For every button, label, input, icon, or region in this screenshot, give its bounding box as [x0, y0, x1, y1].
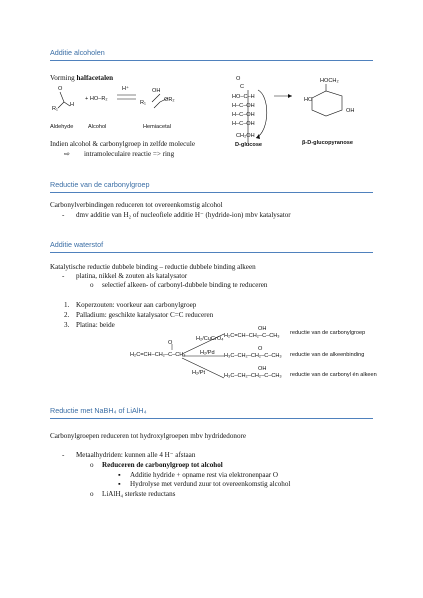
square-bullet: ▪: [118, 480, 121, 488]
arrow-bullet-icon: ⇨: [64, 150, 70, 158]
r1-label: R₁: [52, 106, 58, 112]
circle-bullet: o: [90, 461, 94, 469]
product2-o: O: [258, 346, 263, 352]
product1-oh: OH: [258, 326, 267, 332]
circle-bullet: o: [90, 281, 94, 289]
nabh4-subsub2: Hydrolyse met verdund zuur tot overeenkomstig alcohol: [130, 480, 291, 488]
waterstof-bullet1: platina, nikkel & zouten als katalysator: [76, 272, 188, 280]
d-glucose-label: D-glucose: [235, 142, 263, 148]
pyranose-ch2oh: HOCH₂: [320, 78, 339, 84]
section-rule: [50, 60, 373, 61]
reagent-pd: H₂/Pd: [200, 350, 215, 356]
section-rule: [50, 192, 373, 193]
section-heading-waterstof: Additie waterstof: [50, 240, 104, 249]
reactant-formula: H₂C=CH–CH₂–C–CH₃: [130, 352, 186, 358]
carbonyl-line1: Carbonylverbindingen reduceren tot overeenkomstig alcohol: [50, 201, 223, 209]
h-plus-label: H⁺: [122, 86, 129, 92]
glucose-row4: H–C–OH: [232, 121, 255, 127]
nabh4-sub2: LiAlH₄ sterkste reductans: [102, 490, 176, 498]
alcoholen-line2: intramoleculaire reactie => ring: [84, 150, 175, 158]
carbonyl-bullet: dmv additie van H₂ of nucleofiele additie H⁻ (hydride-ion) mbv katalysator: [76, 211, 291, 219]
vorming-line: [50, 74, 113, 82]
vorming-bold: halfacetalen: [76, 74, 114, 82]
hemiacetal-label: Hemiacetal: [143, 124, 171, 130]
list-item-2: Palladium: geschikte katalysator C=C reduceren: [76, 311, 214, 319]
product1: H₂C=CH–CH₂–C–CH₃: [224, 333, 280, 339]
nabh4-subsub1: Additie hydride + opname rest via elektronenpaar O: [130, 471, 278, 479]
circle-bullet: o: [90, 490, 94, 498]
list-number: 3.: [64, 321, 70, 329]
waterstof-line1: Katalytische reductie dubbele binding – reductie dubbele binding alkeen: [50, 263, 256, 271]
waterstof-sub1: selectief alkeen- of carbonyl-dubbele binding te reduceren: [102, 281, 268, 289]
section-heading-nabh4: Reductie met NaBH₄ of LiAlH₄: [50, 406, 147, 415]
alcohol-label: Alcohol: [88, 124, 107, 130]
list-item-1: Koperzouten: voorkeur aan carbonylgroep: [76, 301, 197, 309]
glucose-row2: H–C–OH: [232, 103, 255, 109]
alcoholen-line1: Indien alcohol & carbonylgroep in zelfde molecule: [50, 140, 195, 148]
list-number: 1.: [64, 301, 70, 309]
nabh4-sub1: Reduceren de carbonylgroep tot alcohol: [102, 461, 223, 469]
product3: H₃C–CH₂–CH₂–C–CH₃: [224, 373, 282, 379]
section-heading-alcoholen: Additie alcoholen: [50, 48, 105, 57]
product2-label: reductie van de alkeenbinding: [290, 352, 365, 358]
product3-label: reductie van de carbonyl én alkeen: [290, 372, 377, 378]
reagent-label: + HO–R₂: [85, 96, 108, 102]
reagent-cucro: H₂/CuCrO₄: [196, 336, 224, 342]
glucose-ch2oh: CH₂OH: [236, 133, 255, 139]
list-number: 2.: [64, 311, 70, 319]
glucose-o: O: [236, 76, 241, 82]
oxygen-label: O: [58, 86, 63, 92]
r1b-label: R₁: [140, 100, 146, 106]
dash-bullet: -: [62, 211, 65, 219]
oh-label: OH: [152, 88, 161, 94]
list-item-3: Platina: beide: [76, 321, 115, 329]
vorming-prefix: Vorming: [50, 74, 77, 82]
product1-label: reductie van de carbonylgroep: [290, 330, 366, 336]
beta-glucopyranose-label: β-D-glucopyranose: [302, 140, 353, 146]
section-rule: [50, 418, 373, 419]
section-rule: [50, 252, 373, 253]
nabh4-bullet1: Metaalhydriden: kunnen alle 4 H⁻ afstaan: [76, 451, 196, 459]
or2-label: OR₂: [164, 97, 175, 103]
dash-bullet: -: [62, 451, 65, 459]
pyranose-ho: HO: [304, 97, 313, 103]
nabh4-line1: Carbonylgroepen reduceren tot hydroxylgroepen mbv hydridedonore: [50, 432, 247, 440]
reactant-o: O: [168, 340, 173, 346]
section-heading-carbonyl: Reductie van de carbonylgroep: [50, 180, 150, 189]
h-label: H: [70, 102, 75, 108]
glucose-row3: H–C–OH: [232, 112, 255, 118]
product3-oh: OH: [258, 366, 267, 372]
product2: H₃C–CH₂–CH₂–C–CH₃: [224, 353, 282, 359]
aldehyde-label: Aldehyde: [50, 124, 74, 130]
dash-bullet: -: [62, 272, 65, 280]
square-bullet: ▪: [118, 471, 121, 479]
pyranose-oh: OH: [346, 108, 355, 114]
glucose-c1: C: [240, 84, 245, 90]
reagent-pt: H₂/Pt: [192, 370, 206, 376]
glucose-row1: HO–C–H: [232, 94, 255, 100]
